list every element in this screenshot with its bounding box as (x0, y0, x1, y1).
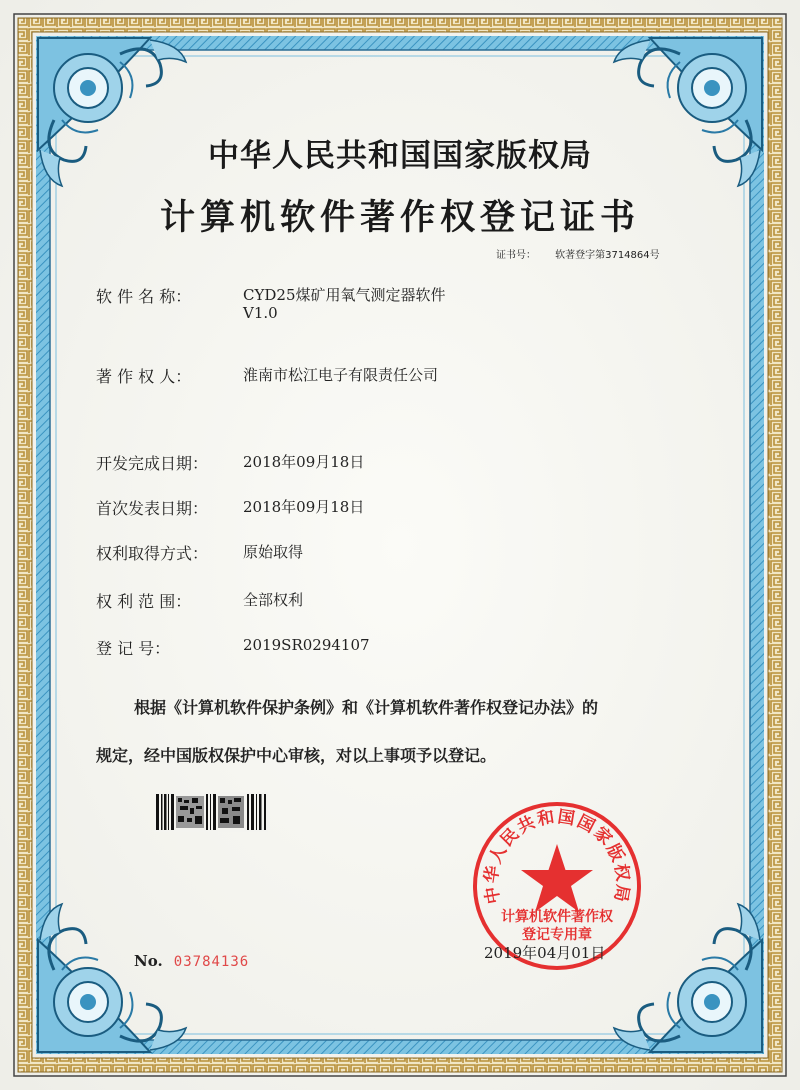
scope-value: 全部权利 (243, 591, 304, 609)
serial-number-line (134, 951, 249, 970)
barcode-image (154, 792, 268, 832)
cert-number-value: 软著登字第3714864号 (555, 250, 660, 261)
acquisition-label: 权利取得方式： (96, 544, 209, 563)
star-icon (521, 844, 593, 912)
seal-text-line-1: 计算机软件著作权 (501, 909, 613, 925)
owner-label: 著 作 权 人： (96, 367, 192, 386)
software-version: V1.0 (243, 304, 278, 322)
serial-number: 03784136 (173, 954, 250, 970)
dev-date-label: 开发完成日期： (96, 454, 209, 473)
cert-number-label: 证书号： (496, 250, 536, 261)
acquisition-value: 原始取得 (243, 543, 304, 561)
serial-prefix: No. (134, 952, 163, 970)
publish-date-value: 2018年09月18日 (243, 498, 365, 516)
publish-date-label: 首次发表日期： (96, 499, 209, 518)
scope-label: 权 利 范 围： (96, 592, 192, 611)
authority-title: 中华人民共和国国家版权局 (208, 138, 592, 174)
reg-number-label: 登 记 号： (96, 639, 171, 658)
dev-date-value: 2018年09月18日 (243, 453, 365, 471)
software-name-label: 软 件 名 称： (96, 287, 192, 306)
reg-number-value: 2019SR0294107 (243, 636, 370, 654)
statement-line-1: 根据《计算机软件保护条例》和《计算机软件著作权登记办法》的 (134, 698, 599, 717)
seal-text-line-2: 登记专用章 (522, 927, 592, 943)
issue-date: 2019年04月01日 (484, 944, 606, 962)
seal-ring-text: 中华人民共和国国家版权局 (481, 807, 633, 906)
certificate-title: 计算机软件著作权登记证书 (159, 198, 640, 238)
software-name-value: CYD25煤矿用氧气测定器软件 (243, 286, 446, 304)
owner-value: 淮南市松江电子有限责任公司 (243, 366, 439, 384)
cert-number-line (496, 243, 660, 262)
statement-line-2: 规定，经中国版权保护中心审核，对以上事项予以登记。 (96, 746, 497, 765)
